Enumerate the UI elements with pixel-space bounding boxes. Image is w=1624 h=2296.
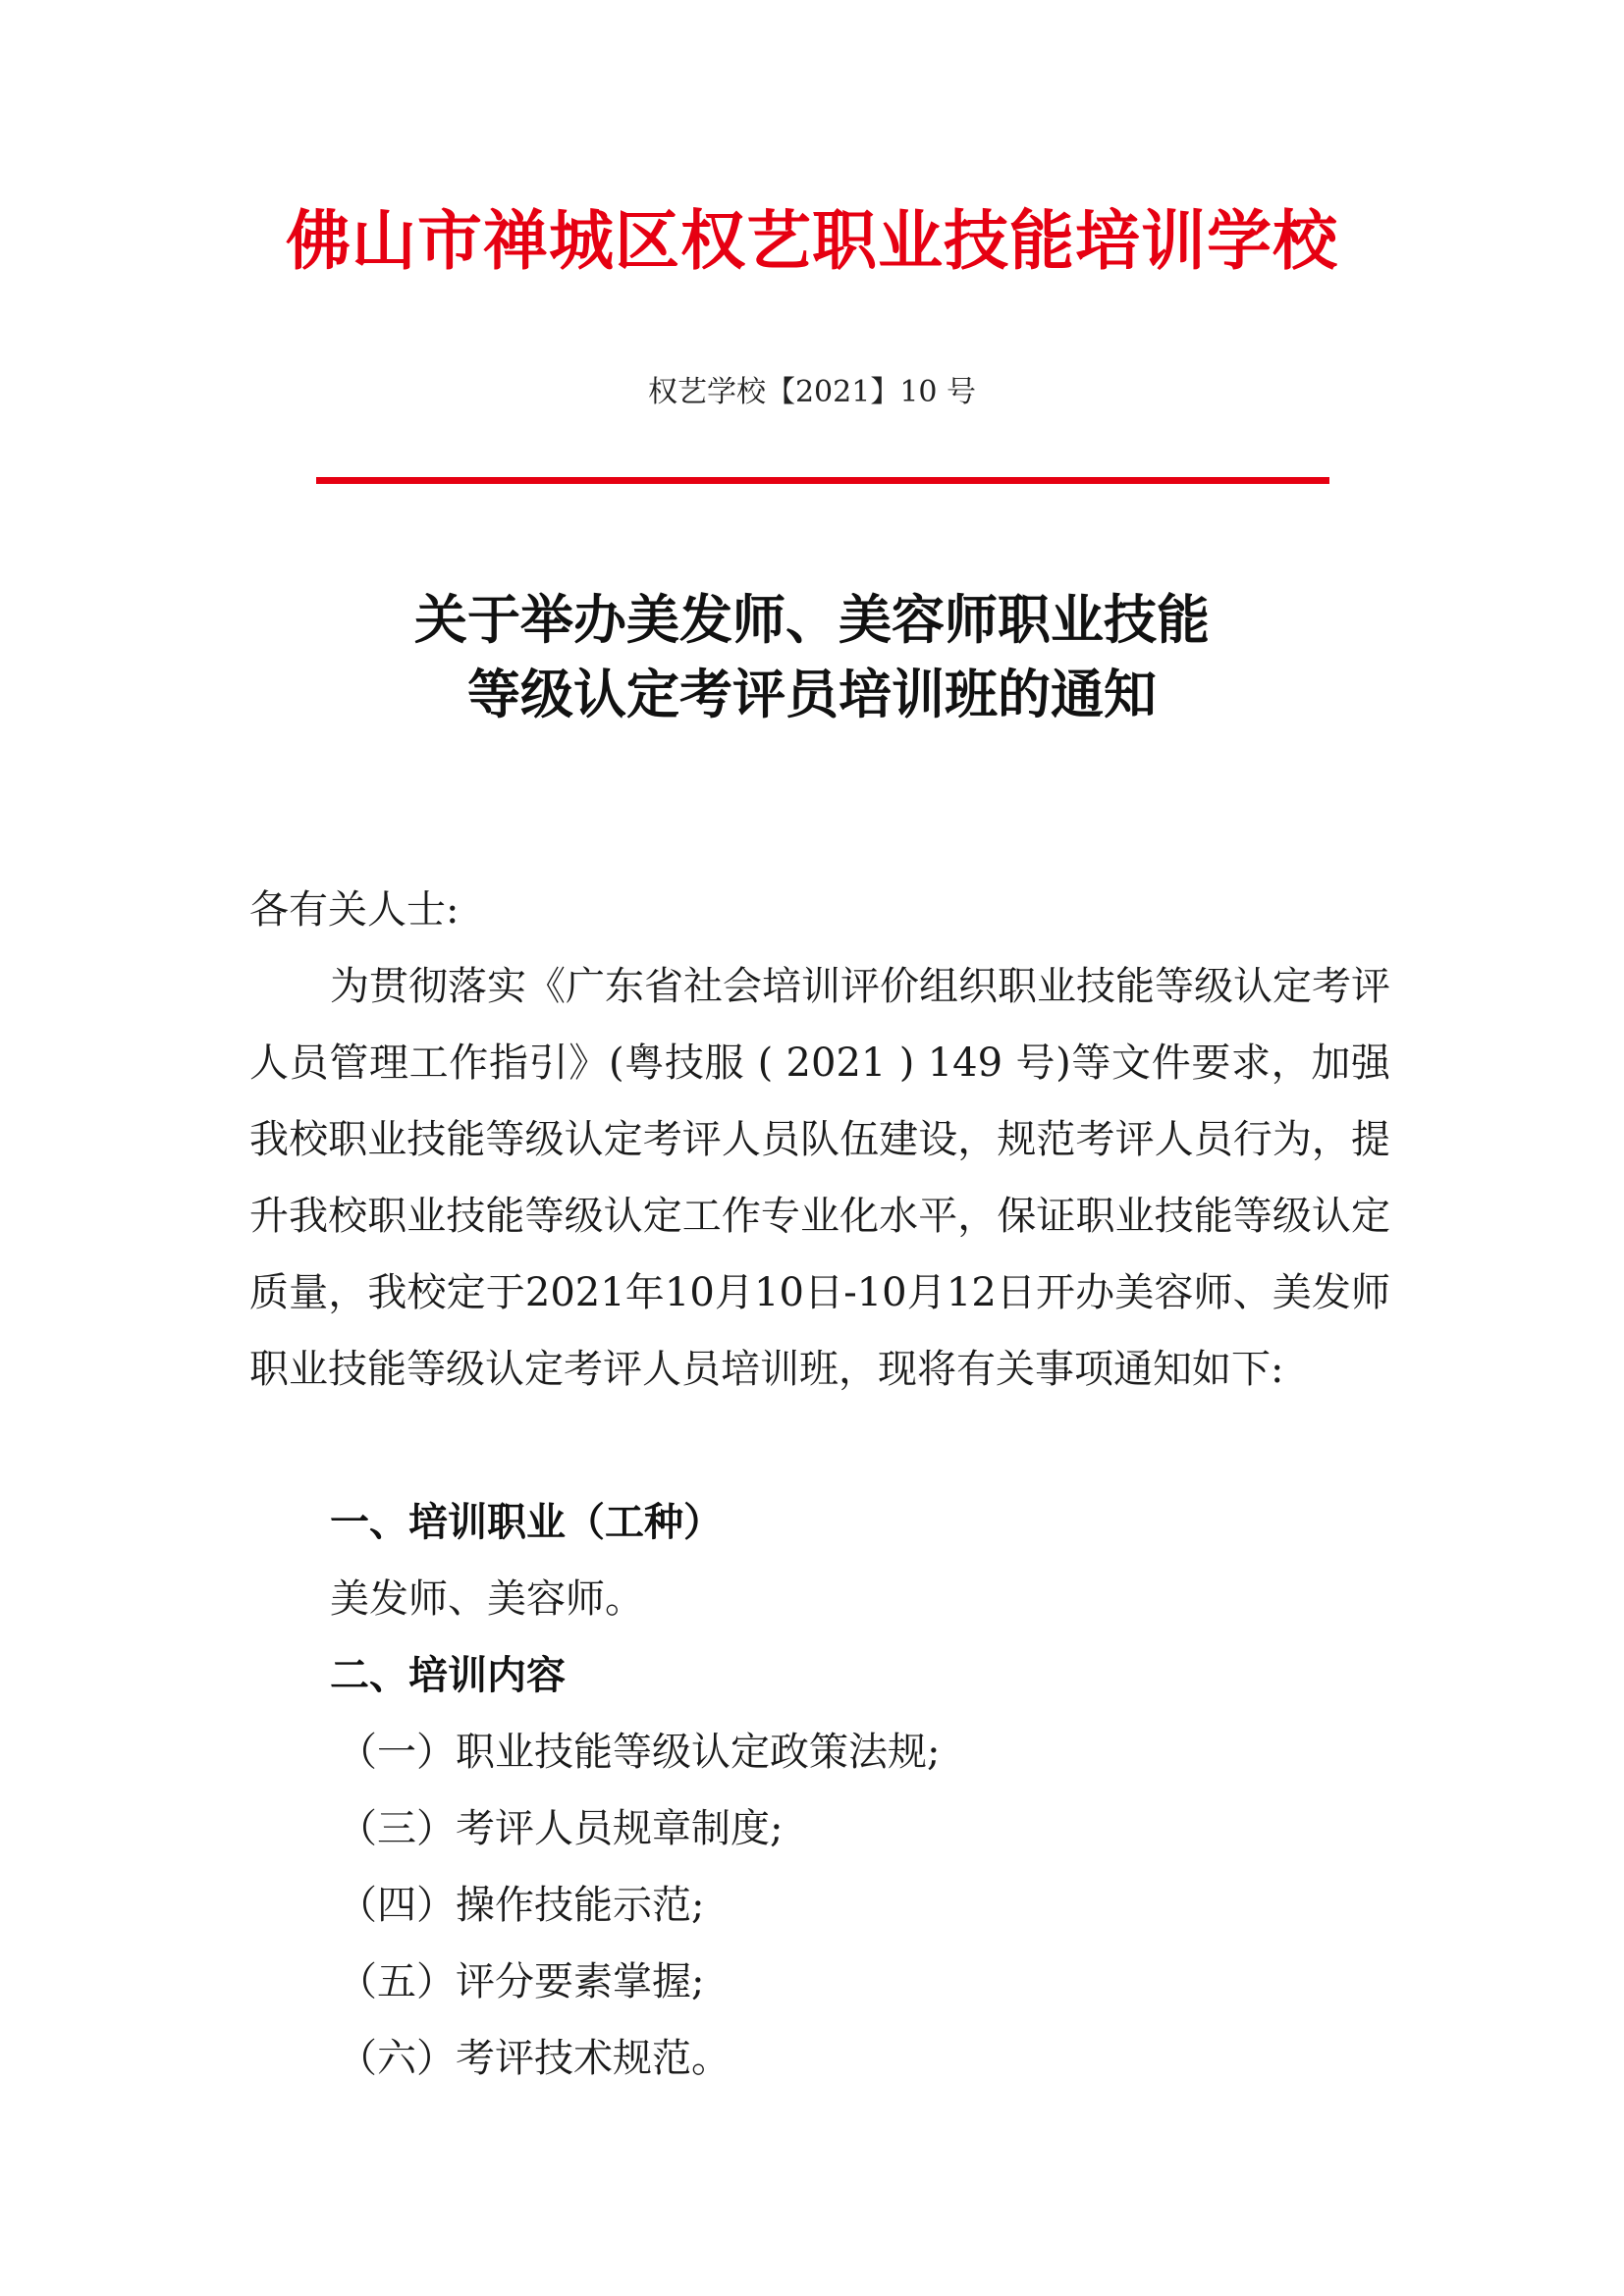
list-item: （一）职业技能等级认定政策法规; (338, 1730, 941, 1775)
section-training-content (249, 1637, 1390, 2097)
intro-paragraph: 为贯彻落实《广东省社会培训评价组织职业技能等级认定考评人员管理工作指引》(粤技服 ( 2021 ) 149 号)等文件要求，加强我校职业技能等级认定考评人员队伍建设，规范考评人员行为，提升我校职业技能等级认定工作专业化水平，保证职业技能等级认定质量，我校定于2021年10月10日-10月12日开办美容师、美发师职业技能等级认定考评人员培训班，现将有关事项通知如下: (249, 964, 1390, 1392)
list-item: （五）评分要素掌握; (338, 1959, 705, 2004)
list-item: （三）考评人员规章制度; (338, 1806, 784, 1851)
section-heading: 二、培训内容 (330, 1653, 566, 1698)
list-item: （六）考评技术规范。 (338, 2036, 731, 2081)
title-line-1: 关于举办美发师、美容师职业技能 (414, 589, 1210, 651)
salutation: 各有关人士: (249, 887, 460, 933)
section-training-occupation (249, 1484, 1390, 1637)
list-item: （四）操作技能示范; (338, 1883, 705, 1928)
section-content: 美发师、美容师。 (330, 1576, 644, 1622)
section-heading: 一、培训职业（工种） (330, 1500, 723, 1545)
red-divider-rule (316, 477, 1329, 484)
title-line-2: 等级认定考评员培训班的通知 (467, 664, 1157, 725)
organization-header: 佛山市禅城区权艺职业技能培训学校 (286, 202, 1338, 279)
document-title (0, 583, 1624, 732)
document-number: 权艺学校【2021】10 号 (647, 375, 977, 409)
